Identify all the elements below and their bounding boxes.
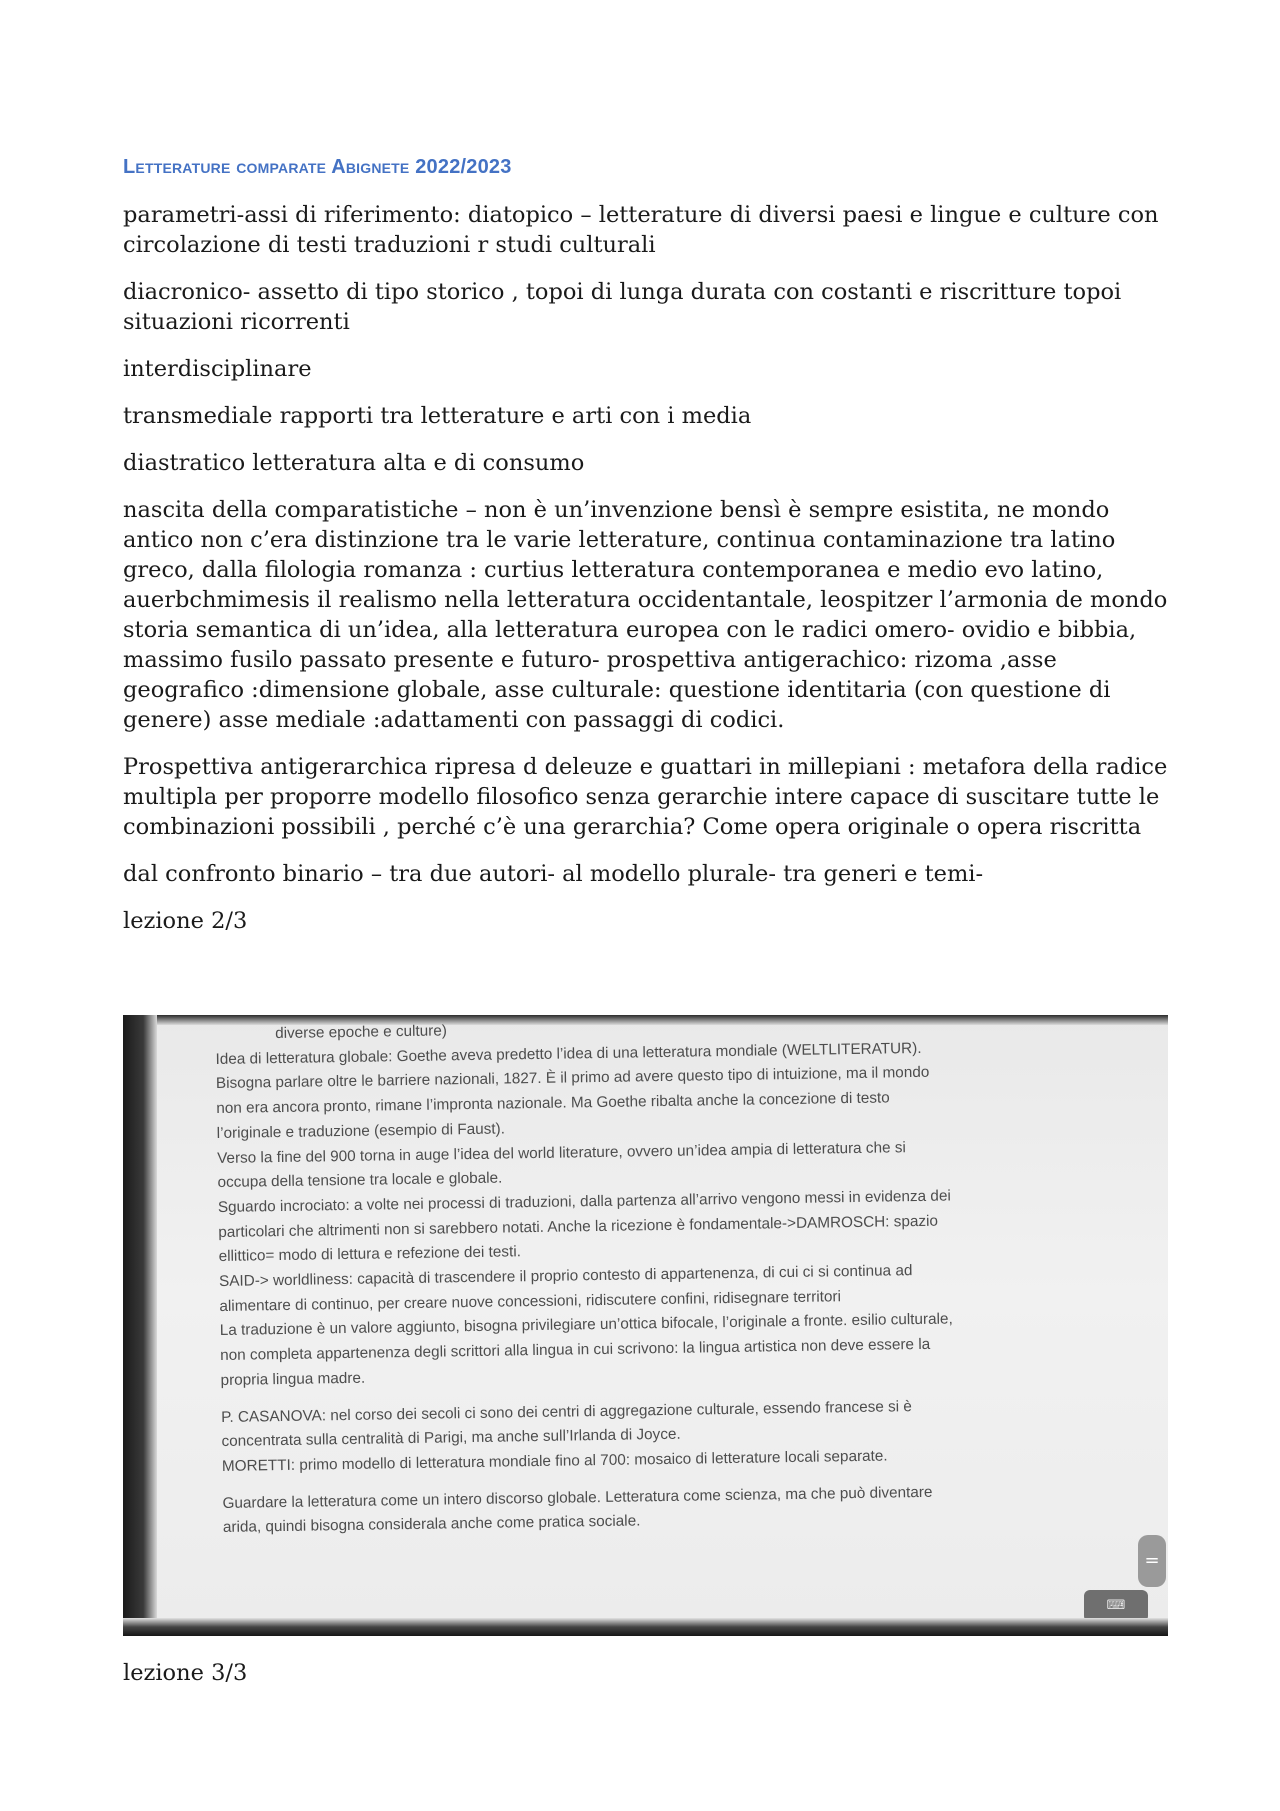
photo-text-line: ellittico= modo di lettura e refezione dei testi. (218, 1243, 522, 1266)
photo-text-line: non era ancora pronto, rimane l’impronta nazionale. Ma Goethe ribalta anche la concezione di testo (216, 1089, 890, 1118)
paragraph: dal confronto binario – tra due autori- al modello plurale- tra generi e temi- (123, 861, 984, 887)
photo-text-line: arida, quindi bisogna considerala anche come pratica sociale. (222, 1512, 641, 1537)
paragraph: transmediale rapporti tra letterature e arti con i media (123, 403, 752, 429)
photo-edge-shadow (123, 1015, 157, 1636)
lesson-heading: lezione 3/3 (123, 1660, 248, 1686)
paragraph: diacronico- assetto di tipo storico , topoi di lunga durata con costanti e riscritture topoi situazioni ricorrenti (123, 279, 1122, 335)
photo-text-line: propria lingua madre. (220, 1369, 366, 1389)
paragraph: interdisciplinare (123, 356, 312, 382)
photo-text-line: P. CASANOVA: nel corso dei secoli ci sono dei centri di aggregazione culturale, essendo francese si è (221, 1397, 912, 1426)
photo-text-line: l’originale e traduzione (esempio di Faust). (216, 1120, 506, 1142)
photo-text-line: Sguardo incrociato: a volte nei processi di traduzioni, dalla partenza all’arrivo vengono messi in evidenza dei (217, 1187, 951, 1216)
photo-text-line: SAID-> worldliness: capacità di trascendere il proprio contesto di appartenenza, di cui ci si continua ad (218, 1262, 913, 1290)
photo-text-line: Bisogna parlare oltre le barriere nazionali, 1827. È il primo ad avere questo tipo di intuizione, ma il mondo (215, 1064, 930, 1093)
document-body (123, 200, 1168, 953)
lesson-heading: lezione 2/3 (123, 908, 248, 934)
photo-edge-shadow (123, 1618, 1168, 1636)
photo-text-line: diverse epoche e culture) (275, 1022, 448, 1043)
photo-text-line: Guardare la letteratura come un intero discorso globale. Letteratura come scienza, ma che può diventare (222, 1483, 933, 1512)
embedded-photo (123, 1015, 1168, 1636)
photo-text-line: Verso la fine del 900 torna in auge l’idea del world literature, ovvero un’idea ampia di letteratura che si (216, 1138, 906, 1167)
photo-text-line: La traduzione è un valore aggiunto, bisogna privilegiare un’ottica bifocale, l’originale a fronte. esilio culturale, (219, 1310, 953, 1340)
paragraph: diastratico letteratura alta e di consumo (123, 450, 585, 476)
photo-text-line: Idea di letteratura globale: Goethe aveva predetto l’idea di una letteratura mondiale (WELTLITERATUR). (215, 1039, 922, 1068)
paragraph: parametri-assi di riferimento: diatopico – letterature di diversi paesi e lingue e culture con circolazione di testi traduzioni r studi culturali (123, 202, 1159, 258)
drag-handle-icon[interactable]: = (1138, 1535, 1166, 1587)
photo-text-line: alimentare di continuo, per creare nuove concessioni, ridiscutere confini, ridisegnare territori (219, 1287, 842, 1315)
photo-text-line: particolari che altrimenti non si sarebbero notati. Anche la ricezione è fondamentale->DAMROSCH: spazio (218, 1212, 939, 1241)
paragraph: Prospettiva antigerarchica ripresa d deleuze e guattari in millepiani : metafora della radice multipla per proporre modello filosofico senza gerarchie intere capace di suscitare tutte le combinazioni possibili , perché c’è una gerarchia? Come opera originale o opera riscritta (123, 754, 1168, 840)
photo-text-line: concentrata sulla centralità di Parigi, ma anche sull’Irlanda di Joyce. (221, 1425, 681, 1451)
keyboard-icon[interactable]: ⌨ (1084, 1590, 1148, 1622)
document-title: Letterature comparate Abignete 2022/2023 (123, 156, 512, 178)
photo-text-line: occupa della tensione tra locale e globale. (217, 1169, 503, 1192)
photo-text-block (215, 1015, 1093, 1541)
photo-text-line: MORETTI: primo modello di letteratura mondiale fino al 700: mosaico di letterature locali separate. (221, 1447, 888, 1475)
paragraph: nascita della comparatistiche – non è un’invenzione bensì è sempre esistita, ne mondo antico non c’era distinzione tra le varie letterature, continua contaminazione tra latino greco, dalla filologia romanza : curtius letteratura contemporanea e medio evo latino, auerbchmimesis il realismo nella letteratura occidentantale, leospitzer l’armonia de mondo storia semantica di un’idea, alla letteratura europea con le radici omero- ovidio e bibbia, massimo fusilo passato presente e futuro- prospettiva antigerachico: rizoma ,asse geografico :dimensione globale, asse culturale: questione identitaria (con questione di genere) asse mediale :adattamenti con passaggi di codici. (123, 497, 1168, 733)
photo-text-line: non completa appartenenza degli scrittori alla lingua in cui scrivono: la lingua artistica non deve essere la (220, 1335, 931, 1365)
